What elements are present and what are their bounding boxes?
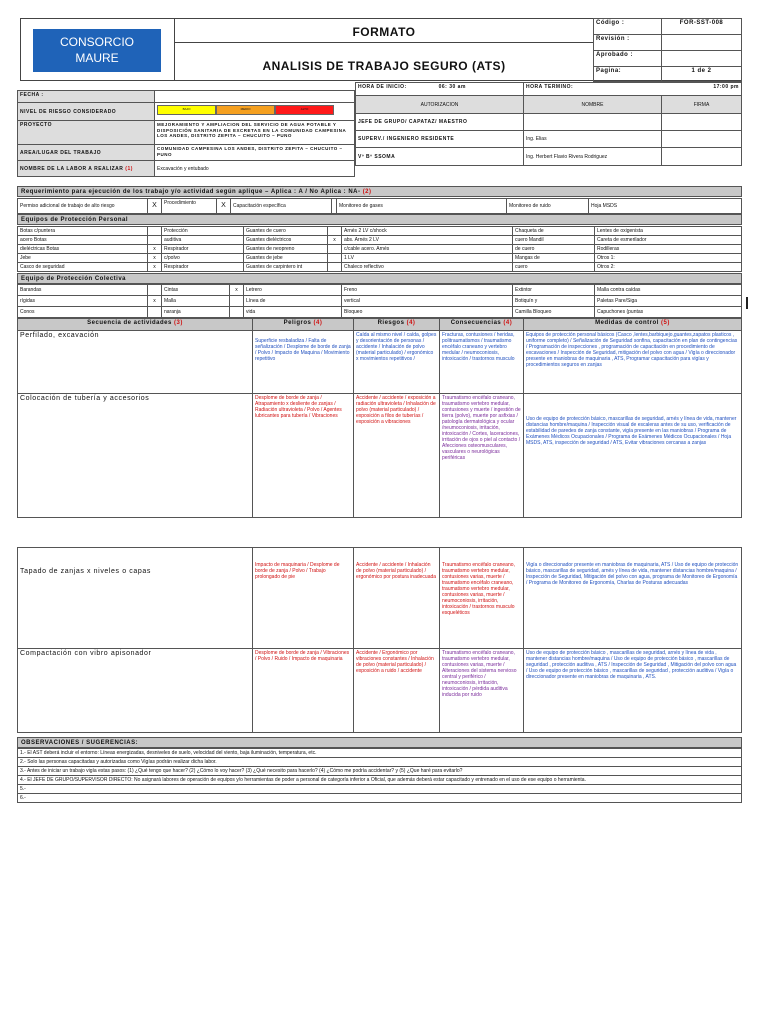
epp-mark[interactable] [328, 254, 342, 263]
req-item-6: Monitoreo de gases [337, 199, 507, 214]
epp-row [18, 236, 742, 245]
epc-item: Cintas [162, 285, 230, 296]
peligros-ref: (4) [313, 320, 323, 326]
pagina-value: 1 de 2 [662, 67, 742, 82]
epc-item: Barandas [18, 285, 148, 296]
epc-item: Línea de [244, 296, 342, 307]
ssoma-name: Ing. Herbert Flavio Rivera Rodriguez [524, 148, 662, 166]
epc-row [18, 285, 742, 296]
epp-item: acero Botas [18, 236, 148, 245]
epp-mark[interactable]: x [148, 245, 162, 254]
epp-item: Arnés 2 LV c/shock [342, 227, 513, 236]
epp-item: Chaqueta de [513, 227, 595, 236]
activity-consecuencias: Fracturas, contusiones / heridas, politraumatismos / traumatismo encéfalo craneano y vertebro medular / neumoconiosis, intoxicación / trastornos musculo [440, 331, 524, 394]
secuencia-ref: (3) [174, 320, 183, 326]
activity-row-2 [18, 394, 742, 518]
epp-item: Casco de seguridad [18, 263, 148, 272]
epp-item: Chaleco reflectivo [342, 263, 513, 272]
observacion-row [18, 776, 742, 785]
activity-consecuencias: Traumatismo encéfalo craneano, traumatismo vertebro medular, contusiones y muerte / ingestión de tierra (polvo), muerte por asfixias / patología dermatológica y ocular /neumoconiosis, irritación, intoxicación / Cortes, laceraciones, irritación de ojos o piel al contacto / Afecciones osteomusculares, vasculares o neurológicas periféricas [440, 394, 524, 518]
observacion-line: 2.- Solo las personas capacitadas y autorizadas como Vigías podrán realizar dicha labor. [18, 758, 742, 767]
epp-item: 1 LV [342, 254, 513, 263]
observacion-line: 5.- [18, 785, 742, 794]
peligros-title: Peligros [283, 320, 312, 326]
epc-item: Camilla Bloqueo [513, 307, 595, 318]
pagina-label: Pagina: [594, 67, 662, 82]
epc-row [18, 307, 742, 318]
activity-medidas: Equipos de protección personal básicos (Casco ,lentes,barbiquejo,guantes,zapatos plasticos , uniforme completo) / Señalización de Seguridad sonfina, capacitación en plan de contingencias / Programación de inspecciones , programación de capacitación en procedimiento de excavaciones / Inspección de Seguridad, mitigación del polvo con agua / Vigía o direccionador presente en maniobras de maquinaria , ATS, Programar capacitación para vigías y procedimientos seguros en zanjas [524, 331, 742, 394]
epc-item: Botiquín y [513, 296, 595, 307]
epp-item: Botas c/puntera [18, 227, 148, 236]
epc-item: Bloqueo [342, 307, 513, 318]
labor-value: Excavación y entubado [155, 161, 355, 177]
activity-riesgos: Accidente / accidente / exposición a radiación ultravioleta / Inhalación de polvo (material particulado) / exposición a filos de tuberías / exposición a vibraciones [354, 394, 440, 518]
epc-mark[interactable]: x [230, 285, 244, 296]
epp-item: Mangas de [513, 254, 595, 263]
title-divider [175, 42, 593, 43]
hora-inicio-label: HORA DE INICIO: [358, 84, 407, 90]
activity-peligros: Desplome de borde de zanja / Vibraciones / Polvo / Ruido / Impacto de maquinaria [253, 649, 354, 733]
epc-item: Freno [342, 285, 513, 296]
req-item-0: Permiso adicional de trabajo de alto riesgo [18, 199, 148, 214]
riesgos-title: Riesgos [377, 320, 405, 326]
activity-consecuencias: Traumatismo encéfalo craneano, traumatismo vertebro medular, contusiones varias, muerte / Alteraciones del sistema nervioso central y periférico / neumoconiosis, irritación, intoxicación / pérdida auditiva inducida por ruido [440, 649, 524, 733]
epp-mark[interactable] [328, 227, 342, 236]
epp-item: Jebe [18, 254, 148, 263]
page-title: ANALISIS DE TRABAJO SEGURO (ATS) [262, 59, 506, 73]
epp-row [18, 245, 742, 254]
consecuencias-ref: (4) [503, 320, 513, 326]
activities-table-1 [17, 330, 742, 518]
autorizacion-header: AUTORIZACION [356, 96, 524, 114]
requerimiento-table [17, 198, 742, 214]
risk-alto[interactable] [275, 105, 334, 115]
hora-inicio-cell [356, 83, 524, 96]
codigo-value: FOR-SST-008 [662, 19, 742, 35]
fecha-label: FECHA : [18, 91, 155, 103]
epp-mark[interactable] [148, 236, 162, 245]
activity-name: Tapado de zanjas x niveles o capas [18, 548, 253, 649]
epp-mark[interactable] [328, 263, 342, 272]
proyecto-label: PROYECTO [18, 121, 155, 145]
epp-item: Protección [162, 227, 244, 236]
area-label: AREA/LUGAR DEL TRABAJO [18, 145, 155, 161]
epc-mark[interactable]: x [148, 296, 162, 307]
revision-value [662, 35, 742, 51]
logo-line-2: MAURE [75, 51, 119, 65]
epp-item: cuero [513, 263, 595, 272]
epc-item: Letrero [244, 285, 342, 296]
epp-table [17, 226, 742, 272]
labor-label [18, 161, 155, 177]
risk-medio-label: MEDIO [240, 107, 251, 111]
epc-item: Malla [162, 296, 230, 307]
observacion-row [18, 767, 742, 776]
epc-table [17, 284, 742, 318]
epc-item: Capuchones (puntas [595, 307, 742, 318]
epc-item: rígidas [18, 296, 148, 307]
activities-table-2 [17, 547, 742, 733]
activity-medidas: Vigía o direccionador presente en maniobras de maquinaria, ATS / Uso de equipo de protección básico, mascarillas de seguridad, arnés y línea de vida, mantener distancias hombre/maquina / Inspección de Seguridad, Mitigación del polvo con agua, programa de Monitoreo de Ergonomía / Programa de Monitoreo de Ergonomía, Charlas de Posturas adecuadas [524, 548, 742, 649]
observacion-line: 3.- Antes de iniciar un trabajo vigía estas pasos: (1) ¿Qué tengo que hacer? (2) ¿Cómo lo voy hacer? (3) ¿Qué necesito para hacerlo? (4) ¿Cómo me podría accidentar? y (5) ¿Que haré para evitarlo? [18, 767, 742, 776]
epp-item: dieléctricas Botas [18, 245, 148, 254]
epc-item: Malla contra caídas [595, 285, 742, 296]
company-logo [33, 29, 161, 72]
epc-item: Extintor [513, 285, 595, 296]
epc-mark[interactable] [148, 307, 162, 318]
epp-mark[interactable] [148, 227, 162, 236]
observacion-line: 1.- El AST deberá incluir el entorno: Líneas energizadas, desniveles de suelo, velocidad del viento, baja iluminación, temperatura, etc. [18, 749, 742, 758]
secuencia-title: Secuencia de actividades [87, 320, 172, 326]
activity-row-1 [18, 331, 742, 394]
observacion-row [18, 785, 742, 794]
epp-item: Guantes de carpintero int [244, 263, 328, 272]
revision-label: Revisión : [594, 35, 662, 51]
epc-item: vida [244, 307, 342, 318]
activity-name: Colocación de tubería y accesorios [18, 394, 253, 518]
supervisor-firma[interactable] [662, 131, 742, 148]
aprobado-label: Aprobado : [594, 51, 662, 67]
epc-item: Conos [18, 307, 148, 318]
req-item-2: Procedimiento [162, 199, 217, 214]
req-item-4: Capacitación específica [231, 199, 332, 214]
fecha-value [155, 91, 355, 103]
risk-medio[interactable] [216, 105, 275, 115]
format-label: FORMATO [352, 25, 416, 39]
consecuencias-title: Consecuencias [450, 320, 502, 326]
observaciones-table [17, 748, 742, 803]
epp-item: Rodilleras [595, 245, 742, 254]
epp-mark[interactable]: x [148, 254, 162, 263]
jefe-label: JEFE DE GRUPO/ CAPATAZ/ MAESTRO [356, 114, 524, 131]
epp-item: Careta de esmerilador [595, 236, 742, 245]
activity-consecuencias: Traumatismo encéfalo craneano, traumatismo vertebro medular, contusiones varias, muerte / traumatismo encéfalo craneano, traumatismo vertebro medular, contusiones varias, muerte / neumoconiosis, irritación, intoxicación / trastornos musculo esqueléticos [440, 548, 524, 649]
epp-row [18, 263, 742, 272]
observacion-line: 4.- El JEFE DE GRUPO/SUPERVISOR DIRECTO: No asignará labores de operación de equipos y/o herramientas de poder a personal de categoría inferior a Oficial, que además deberá estar capacitado y entrenado en el uso de ese equipo o herramienta. [18, 776, 742, 785]
epc-item: Paletas Pare/Siga [595, 296, 742, 307]
epp-mark[interactable] [328, 245, 342, 254]
hora-termino-cell [524, 83, 742, 96]
epp-header: Equipos de Protección Personal [17, 214, 742, 225]
requerimiento-header [17, 186, 742, 197]
req-mark-0[interactable]: X [148, 199, 162, 214]
activity-riesgos: Caída al mismo nivel / caída, golpes y desorientación de personas / accidente / Inhalación de polvo (material particulado) / ergonómico x movimientos repetitivos / [354, 331, 440, 394]
epp-item: abs. Arnés 2 LV [342, 236, 513, 245]
firma-header: FIRMA [662, 96, 742, 114]
ssoma-firma[interactable] [662, 148, 742, 166]
epp-item: Respirador [162, 263, 244, 272]
nivel-riesgo-label: NIVEL DE RIESGO CONSIDERADO [18, 103, 155, 121]
nombre-header: NOMBRE [524, 96, 662, 114]
epp-item: Guantes dieléctricos [244, 236, 328, 245]
epc-item: naranja [162, 307, 230, 318]
risk-bajo-label: BAJO [182, 107, 191, 111]
epc-mark[interactable] [148, 285, 162, 296]
labor-label-text: NOMBRE DE LA LABOR A REALIZAR [20, 165, 124, 172]
aprobado-value [662, 51, 742, 67]
epp-row [18, 254, 742, 263]
risk-alto-label: ALTO [300, 107, 309, 111]
epp-mark[interactable]: x [328, 236, 342, 245]
activity-riesgos: Accidente / Ergonómico por vibraciones constantes / Inhalación de polvo (material particulado) / exposición a ruido / accidente [354, 649, 440, 733]
peligros-header [253, 319, 354, 331]
activity-medidas: Uso de equipo de protección básico, mascarillas de seguridad, arnés y línea de vida, mantener distancias hombre/maquina / Inspección visual de escaleras antes de su uso, verificación de estabilidad de paredes de zanja constante, vigía presente en las maniobras / Programa de Exámenes Médicos Ocupacionales / Programa de Exámenes Médicos Ocupacionales / Hoja MSDS, ATS, inspección de seguridad / ATS, Evitar vibraciones cercanas a zanjas [524, 394, 742, 518]
labor-ref: (1) [125, 165, 133, 172]
hora-inicio-value: 06: 30 am [438, 84, 466, 90]
activity-peligros: Superficie resbaladiza / Falta de señalización / Desplome de borde de zanja / Polvo / Impacto de Maquina / Movimiento repetitivo [253, 331, 354, 394]
epc-mark[interactable] [230, 296, 244, 307]
observaciones-header: OBSERVACIONES / SUGERENCIAS: [17, 737, 742, 748]
observacion-row [18, 758, 742, 767]
activity-medidas: Uso de equipo de protección básico , mascarillas de seguridad, arnés y línea de vida , mantener distancias hombre/maquina / Uso de equipo de protección básico , mascarillas de seguridad , protección auditiva , ATS / Inspección de Seguridad , Mitigación del polvo con agua / Uso de equipo de protección básico , mascarillas de seguridad , protección auditiva / Vigía o direccionador presente en maniobras de maquinaria , ATS. [524, 649, 742, 733]
hora-termino-label: HORA TERMINO: [526, 84, 574, 90]
auth-table [355, 82, 742, 166]
medidas-header [524, 319, 742, 331]
risk-bajo[interactable] [157, 105, 216, 115]
supervisor-label: SUPERV./ INGENIERO RESIDENTE [356, 131, 524, 148]
area-value: COMUNIDAD CAMPESINA LOS ANDES, DISTRITO ZEPITA – CHUCUITO – PUNO [155, 145, 355, 161]
epp-item: auditiva [162, 236, 244, 245]
activity-row-4 [18, 649, 742, 733]
activity-name: Perfilado, excavación [18, 331, 253, 394]
activity-peligros: Impacto de maquinaria / Desplome de borde de zanja / Polvo / Trabajo prolongado de pie [253, 548, 354, 649]
epp-item: Guantes de cuero [244, 227, 328, 236]
epp-item: c/cable acero. Arnés [342, 245, 513, 254]
supervisor-name: Ing. Elias [524, 131, 662, 148]
medidas-ref: (5) [661, 320, 670, 326]
epc-item: vertical [342, 296, 513, 307]
nivel-riesgo-cell [155, 103, 355, 121]
hora-termino-value: 17:00 pm [713, 84, 739, 90]
observacion-row [18, 749, 742, 758]
riesgos-ref: (4) [406, 320, 416, 326]
epp-mark[interactable]: x [148, 263, 162, 272]
jefe-firma[interactable] [662, 114, 742, 131]
ssoma-label: Vº Bº SSOMA [356, 148, 524, 166]
secuencia-header [18, 319, 253, 331]
doc-control-table [593, 18, 742, 82]
epc-header: Equipo de Protección Colectiva [17, 273, 742, 284]
epc-mark[interactable] [230, 307, 244, 318]
activity-riesgos: Accidente / accidente / Inhalación de polvo (material particulado) / ergonómico por postura inadecuada [354, 548, 440, 649]
epp-item: c/polvo [162, 254, 244, 263]
epp-item: Respirador [162, 245, 244, 254]
epp-item: Guantes de jebe [244, 254, 328, 263]
observacion-line: 6.- [18, 794, 742, 803]
epp-item: cuero Mandil [513, 236, 595, 245]
epp-item: Lentes de oxigenista [595, 227, 742, 236]
req-item-9: Hoja MSDS [589, 199, 742, 214]
proyecto-value: MEJORAMIENTO Y AMPLIACION DEL SERVICIO DE AGUA POTABLE Y DISPOSICIÓN SANITARIA DE EXCRETAS EN LA COMUNIDAD CAMPESINA LOS ANDES, DISTRITO ZEPITA – CHUCUITO – PUNO [155, 121, 355, 145]
page-edge-mark [746, 297, 748, 309]
activity-name: Compactación con vibro apisonador [18, 649, 253, 733]
epp-item: Guantes de neopreno [244, 245, 328, 254]
codigo-label: Código : [594, 19, 662, 35]
riesgos-header [354, 319, 440, 331]
consecuencias-header [440, 319, 524, 331]
requerimiento-title: Requerimiento para ejecución de los trabajo y/o actividad según aplique – Aplica : A / No Aplica : NA- [21, 189, 361, 195]
req-item-8: Monitoreo de ruido [507, 199, 589, 214]
epp-item: de cuero [513, 245, 595, 254]
req-mark-2[interactable]: X [217, 199, 231, 214]
epp-item: Otros 2: [595, 263, 742, 272]
logo-line-1: CONSORCIO [59, 35, 134, 49]
activity-peligros: Desplome de borde de zanja / Atrapamiento x desliente de zanjas / Radiación ultravioleta / Polvo / Agentes lubricantes para tubería / Vibraciones [253, 394, 354, 518]
info-table [17, 90, 355, 177]
jefe-name[interactable] [524, 114, 662, 131]
activity-row-3 [18, 548, 742, 649]
medidas-title: Medidas de control [595, 320, 659, 326]
requerimiento-ref: (2) [362, 189, 372, 195]
observacion-row [18, 794, 742, 803]
epc-row [18, 296, 742, 307]
epp-item: Otros 1: [595, 254, 742, 263]
epp-row [18, 227, 742, 236]
